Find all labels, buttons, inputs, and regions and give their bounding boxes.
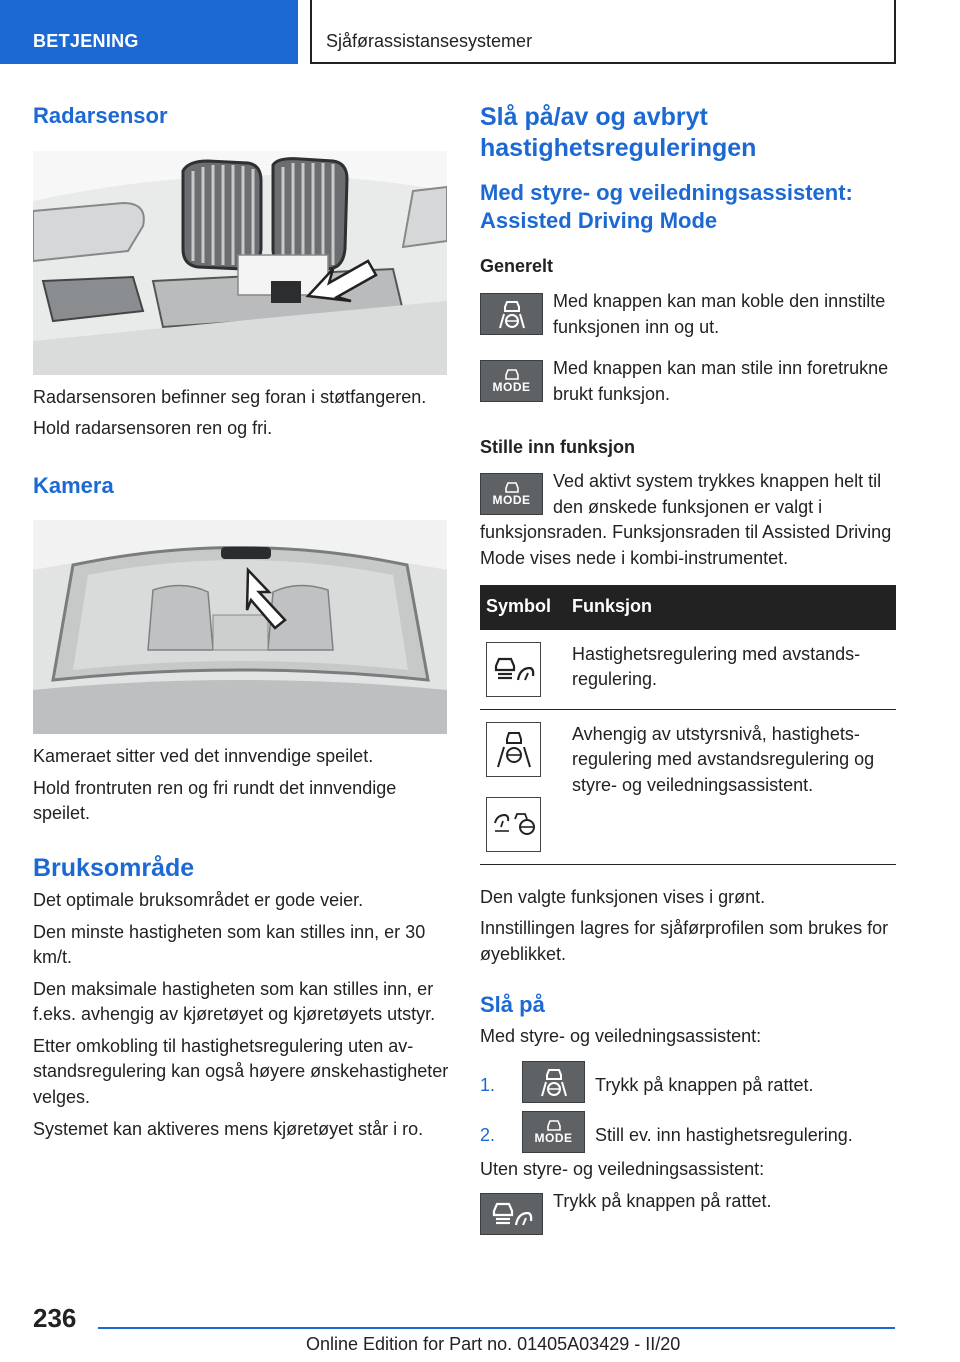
usage-text-5: Systemet kan aktiveres mens kjøretøyet står i ro. xyxy=(33,1118,424,1139)
mode-label: MODE xyxy=(492,380,531,395)
table-header-row xyxy=(480,585,896,630)
radar-text-1: Radarsensoren befinner seg foran i støtfangeren. xyxy=(33,386,427,407)
mode-label: MODE xyxy=(534,1131,573,1146)
step-text: Trykk på knappen på rattet. xyxy=(595,1075,814,1096)
mode-label: MODE xyxy=(492,492,531,507)
camera-image xyxy=(33,520,447,734)
mode-button-icon xyxy=(480,360,543,402)
distance-cruise-icon xyxy=(486,642,541,697)
usage-text-1: Det optimale bruksområdet er gode veier. xyxy=(33,890,364,911)
camera-text-2: Hold frontruten ren og fri rundt det innvendige speilet. xyxy=(33,777,397,824)
distance-cruise-button-icon xyxy=(480,1193,543,1235)
radar-text-2: Hold radarsensoren ren og fri. xyxy=(33,418,273,439)
page-header xyxy=(0,0,960,66)
sub-heading: Med styre- og veiledningsassistent: Assisted Driving Mode xyxy=(480,179,853,234)
symbol-cell xyxy=(480,630,572,710)
list-item xyxy=(480,1111,896,1153)
assist-button-icon xyxy=(522,1061,585,1103)
main-heading: Slå på/av og avbryt hastighetsreguleringen xyxy=(480,103,757,163)
edition-text: Online Edition for Part no. 01405A03429 - II/20 xyxy=(306,1334,681,1354)
cruise-steering-icon xyxy=(486,797,541,852)
setup-heading: Stille inn funksjon xyxy=(480,437,636,458)
page-number: 236 xyxy=(33,1303,77,1333)
step-number: 1. xyxy=(480,1075,496,1096)
table-row xyxy=(480,709,896,864)
camera-heading: Kamera xyxy=(33,472,114,498)
on-heading: Slå på xyxy=(480,992,545,1018)
left-column xyxy=(33,96,449,1148)
mode-button-icon xyxy=(522,1111,585,1153)
with-assist-text: Med styre- og veiledningsassistent: xyxy=(480,1025,762,1046)
mode-button-icon xyxy=(480,473,543,515)
general-item-2-text: Med knappen kan man stile inn foretrukne brukt funksjon. xyxy=(553,358,889,404)
list-item xyxy=(480,1061,896,1103)
setup-block xyxy=(480,469,896,571)
general-item-2 xyxy=(480,356,896,407)
camera-text-1: Kameraet sitter ved det innvendige speilet. xyxy=(33,746,374,767)
function-cell: Avhengig av utstyrsnivå, hastighetsregulering med avstandsregulering og styre- og veiledningsassistent. xyxy=(572,709,896,864)
usage-text-4: Etter omkobling til hastighetsregulering uten avstandsregulering kan også høyere ønskehastigheter velges. xyxy=(33,1035,449,1107)
after-text-1: Den valgte funksjonen vises i grønt. xyxy=(480,886,766,907)
function-cell: Hastighetsregulering med avstandsregulering. xyxy=(572,630,896,710)
without-assist-text: Uten styre- og veiledningsassistent: xyxy=(480,1159,765,1180)
without-assist-item-text: Trykk på knappen på rattet. xyxy=(553,1191,772,1212)
assist-button-icon xyxy=(480,293,543,335)
symbol-table xyxy=(480,585,896,865)
setup-text: Ved aktivt system trykkes knappen helt til den ønskede funksjonen er valgt i funksjonsraden. Funksjonsraden til Assisted Driving Mode vises nede i kombi-instrumentet. xyxy=(480,470,892,568)
general-item-1 xyxy=(480,289,896,340)
usage-text-2: Den minste hastigheten som kan stilles inn, er 30 km/t. xyxy=(33,921,426,968)
right-column xyxy=(480,96,896,1235)
footer-divider xyxy=(98,1327,895,1329)
symbol-cell xyxy=(480,709,572,864)
steps-list xyxy=(480,1061,896,1153)
table-header-symbol: Symbol xyxy=(480,585,572,630)
table-row xyxy=(480,630,896,710)
general-item-1-text: Med knappen kan man koble den innstilte funksjonen inn og ut. xyxy=(553,291,886,337)
radar-heading: Radarsensor xyxy=(33,103,168,128)
table-header-function: Funksjon xyxy=(572,585,896,630)
general-heading: Generelt xyxy=(480,255,554,276)
step-number: 2. xyxy=(480,1125,496,1146)
without-assist-item xyxy=(480,1189,896,1235)
radar-sensor-image xyxy=(33,151,447,375)
usage-heading: Bruksområde xyxy=(33,853,195,882)
usage-text-3: Den maksimale hastigheten som kan stilles inn, er f.eks. avhengig av kjøretøyet og kjøretøyets utstyr. xyxy=(33,978,436,1025)
step-text: Still ev. inn hastighetsregulering. xyxy=(595,1125,853,1146)
after-text-2: Innstillingen lagres for sjåførprofilen som brukes for øyeblikket. xyxy=(480,918,889,964)
section-tab: BETJENING xyxy=(0,0,298,64)
steering-assist-icon xyxy=(486,722,541,777)
chapter-tab: Sjåførassistansesystemer xyxy=(310,0,896,64)
